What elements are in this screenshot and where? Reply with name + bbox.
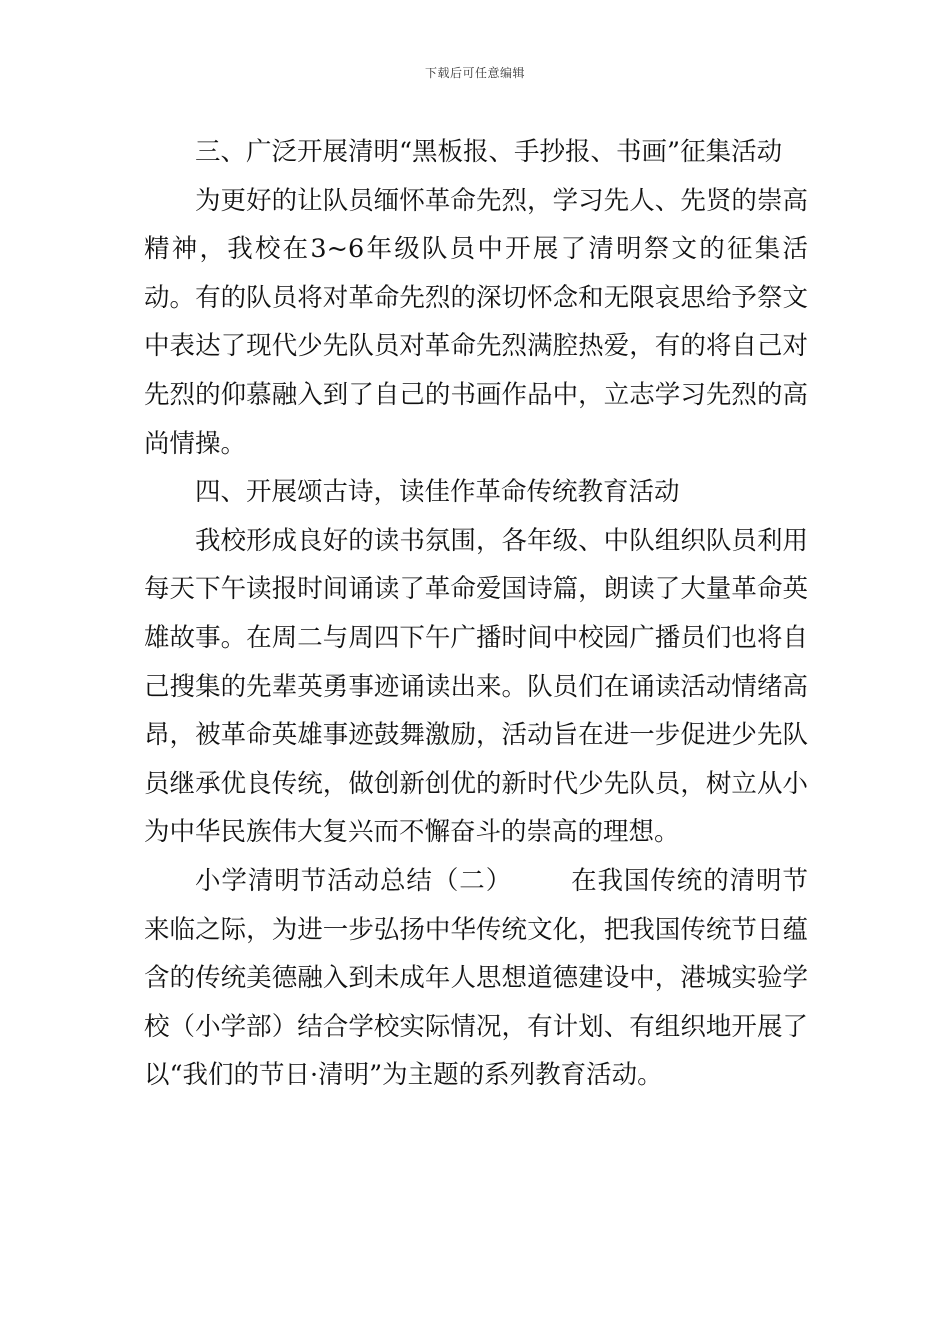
paragraph-summary-two	[144, 857, 808, 1100]
document-body	[144, 128, 808, 1100]
paragraph-section-four: 我校形成良好的读书氛围，各年级、中队组织队员利用每天下午读报时间诵读了革命爱国诗篇，朗读了大量革命英雄故事。在周二与周四下午广播时间中校园广播员们也将自己搜集的先辈英勇事迹诵读出来。队员们在诵读活动情绪高昂，被革命英雄事迹鼓舞激励，活动旨在进一步促进少先队员继承优良传统，做创新创优的新时代少先队员，树立从小为中华民族伟大复兴而不懈奋斗的崇高的理想。	[144, 525, 808, 848]
heading-section-three: 三、广泛开展清明“黑板报、手抄报、书画”征集活动	[195, 137, 783, 167]
heading-section-four: 四、开展颂古诗，读佳作革命传统教育活动	[195, 477, 680, 508]
paragraph-summary-intro: 在我国传统的清明节来临之际，为进一步弘扬中华传统文化，把我国传统节日蕴含的传统美德融入到未成年人思想道德建设中，港城实验学校（小学部）结合学校实际情况，有计划、有组织地开展了以“我们的节日·清明”为主题的系列教育活动。	[144, 865, 808, 1091]
paragraph-section-three: 为更好的让队员缅怀革命先烈，学习先人、先贤的崇高精神，我校在3~6年级队员中开展了清明祭文的征集活动。有的队员将对革命先烈的深切怀念和无限哀思给予祭文中表达了现代少先队员对革命先烈满腔热爱，有的将自己对先烈的仰慕融入到了自己的书画作品中，立志学习先烈的高尚情操。	[144, 185, 808, 459]
page-header-note: 下载后可任意编辑	[424, 66, 525, 80]
section-title-summary-two: 小学清明节活动总结（二）	[195, 865, 513, 896]
